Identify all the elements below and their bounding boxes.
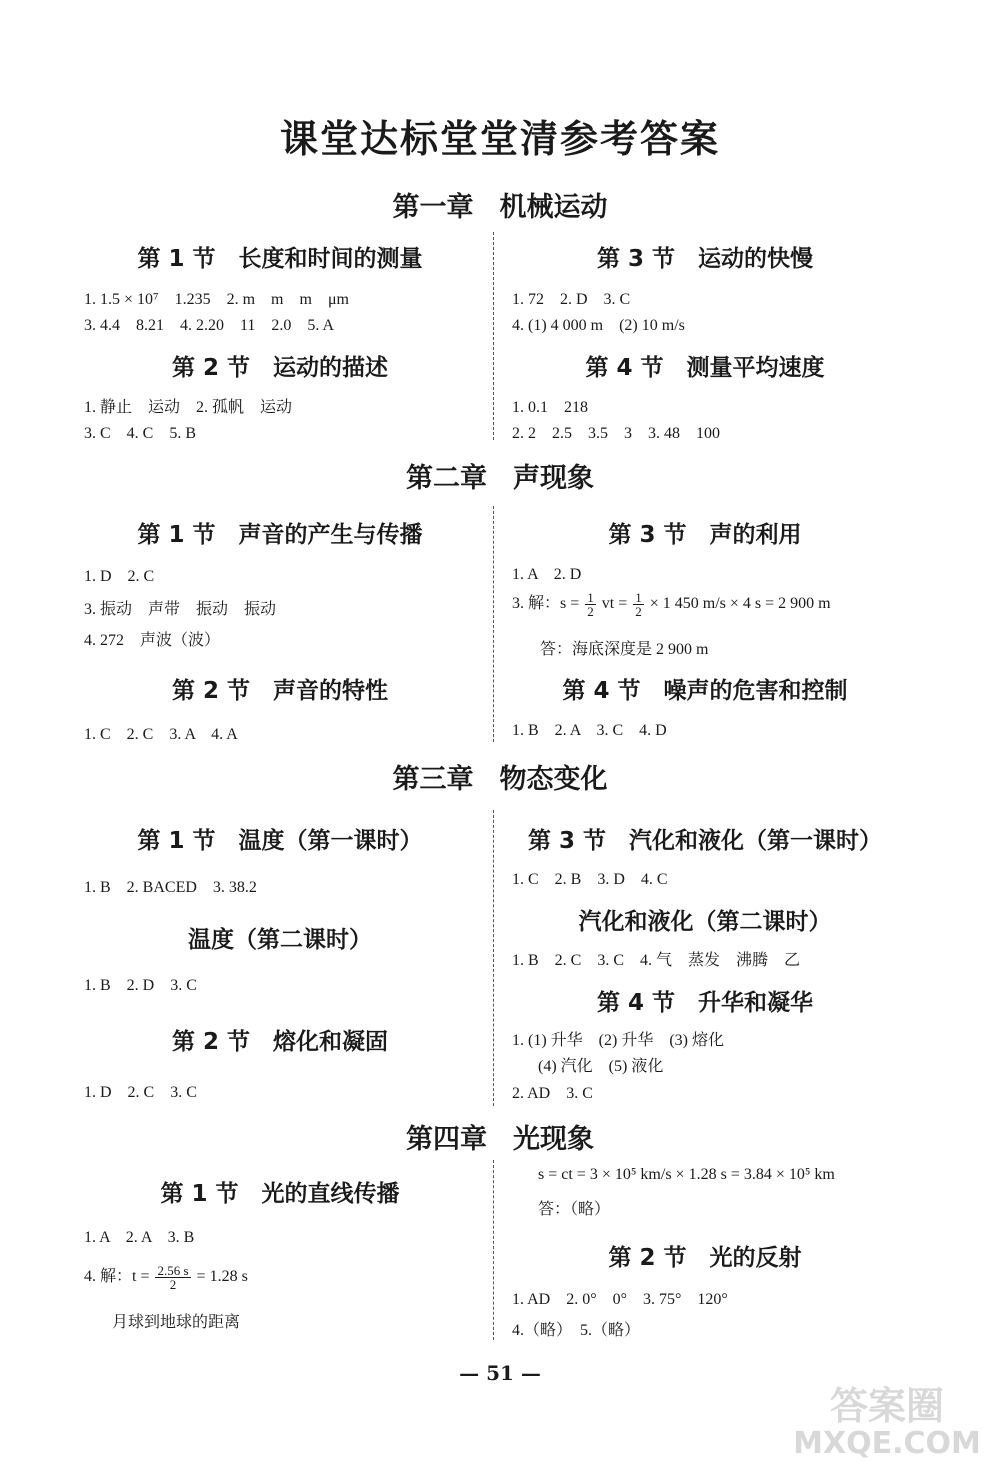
answer-line: 3. C 4. C 5. B [84,425,197,442]
section-title: 第 2 节 光的反射 [608,1245,802,1271]
answer-line: 1. D 2. C [84,568,155,585]
column-divider [493,506,494,742]
solution-equation [512,590,831,618]
answer-line: 4. (1) 4 000 m (2) 10 m/s [512,317,685,334]
chapter-2-name: 声现象 [513,463,594,494]
section-title: 第 4 节 测量平均速度 [585,355,825,381]
answer-line: 2. AD 3. C [512,1085,593,1102]
column-divider [493,1160,494,1340]
chapter-2-number: 第二章 [406,463,487,494]
answer-line: 1. B 2. BACED 3. 38.2 [84,879,257,896]
solution-equation [84,1263,248,1291]
answer-line: 1. D 2. C 3. C [84,1084,197,1101]
chapter-1-heading [0,185,1000,224]
page-number: — 51 — [459,1361,541,1385]
section-title: 第 4 节 升华和凝华 [596,990,814,1016]
answer-line: 1. B 2. D 3. C [84,977,197,994]
chapter-3-heading [0,757,1000,796]
section-title: 第 1 节 声音的产生与传播 [137,522,423,548]
answer-line: 答：（略） [538,1201,611,1218]
answer-line: 答：海底深度是 2 900 m [540,641,709,658]
watermark-url: MXQE.COM [793,1426,981,1460]
chapter-1-name: 机械运动 [499,192,608,223]
answer-line: 4.（略） 5.（略） [512,1322,641,1339]
answer-line: 3. 振动 声带 振动 振动 [84,601,277,618]
chapter-4-name: 光现象 [513,1124,594,1155]
answer-line: 1. C 2. B 3. D 4. C [512,871,668,888]
answer-line: 1. 72 2. D 3. C [512,291,631,308]
fraction-numerator: 1 [635,589,642,605]
answer-line: 1. AD 2. 0° 0° 3. 75° 120° [512,1291,728,1308]
chapter-3-name: 物态变化 [499,764,608,795]
fraction [633,591,644,618]
answer-line: 1. A 2. D [512,566,582,583]
section-title: 第 3 节 运动的快慢 [596,246,814,272]
chapter-4-heading [0,1117,1000,1156]
answer-line: 1. B 2. C 3. C 4. 气 蒸发 沸腾 乙 [512,952,801,969]
answer-line: 1. C 2. C 3. A 4. A [84,726,238,743]
fraction-denominator: 2 [169,1276,177,1292]
fraction-denominator: 2 [587,603,594,619]
answer-line: (4) 汽化 (5) 液化 [538,1058,664,1075]
answer-line: 1. A 2. A 3. B [84,1229,195,1246]
watermark-text: 答案圈 [829,1384,945,1428]
section-title: 第 3 节 汽化和液化（第一课时） [527,828,883,854]
column-divider [493,810,494,1106]
fraction-denominator: 2 [635,603,642,619]
watermark-logo [785,1375,990,1460]
chapter-2-heading [0,456,1000,495]
section-title: 温度（第二课时） [188,927,372,953]
section-title: 第 3 节 声的利用 [608,522,802,548]
equation-suffix: = 1.28 s [196,1268,248,1285]
column-divider [493,232,494,440]
equation-prefix: 4. 解：t = [84,1268,150,1285]
fraction-numerator: 2.56 s [157,1262,189,1278]
answer-line: 月球到地球的距离 [112,1314,241,1331]
fraction [155,1264,190,1291]
answer-line: 2. 2 2.5 3.5 3 3. 48 100 [512,425,721,442]
answer-line: 1. (1) 升华 (2) 升华 (3) 熔化 [512,1032,724,1049]
section-title: 第 1 节 长度和时间的测量 [137,246,423,272]
section-title: 第 2 节 运动的描述 [171,355,389,381]
section-title: 第 4 节 噪声的危害和控制 [562,678,848,704]
chapter-3-number: 第三章 [392,764,474,795]
answer-line: 1. B 2. A 3. C 4. D [512,722,667,739]
section-title: 汽化和液化（第二课时） [578,909,832,935]
fraction [585,591,596,618]
answer-line: 3. 4.4 8.21 4. 2.20 11 2.0 5. A [84,317,335,334]
section-title: 第 1 节 温度（第一课时） [137,828,423,854]
answer-line: s = ct = 3 × 10⁵ km/s × 1.28 s = 3.84 × 10⁵ km [538,1166,835,1183]
section-title: 第 2 节 声音的特性 [171,678,389,704]
equation-prefix: 3. 解：s = [512,595,580,612]
chapter-1-number: 第一章 [392,192,474,223]
chapter-4-number: 第四章 [406,1124,487,1155]
answer-line: 4. 272 声波（波） [84,632,221,649]
page-title: 课堂达标堂堂清参考答案 [279,117,720,161]
section-title: 第 1 节 光的直线传播 [160,1181,400,1207]
equation-suffix: × 1 450 m/s × 4 s = 2 900 m [649,595,831,612]
section-title: 第 2 节 熔化和凝固 [171,1029,389,1055]
answer-line: 1. 静止 运动 2. 孤帆 运动 [84,399,293,416]
fraction-numerator: 1 [587,589,594,605]
equation-middle: vt = [601,595,628,612]
answer-line: 1. 0.1 218 [512,399,589,416]
answer-line: 1. 1.5 × 10⁷ 1.235 2. m m m μm [84,291,349,308]
